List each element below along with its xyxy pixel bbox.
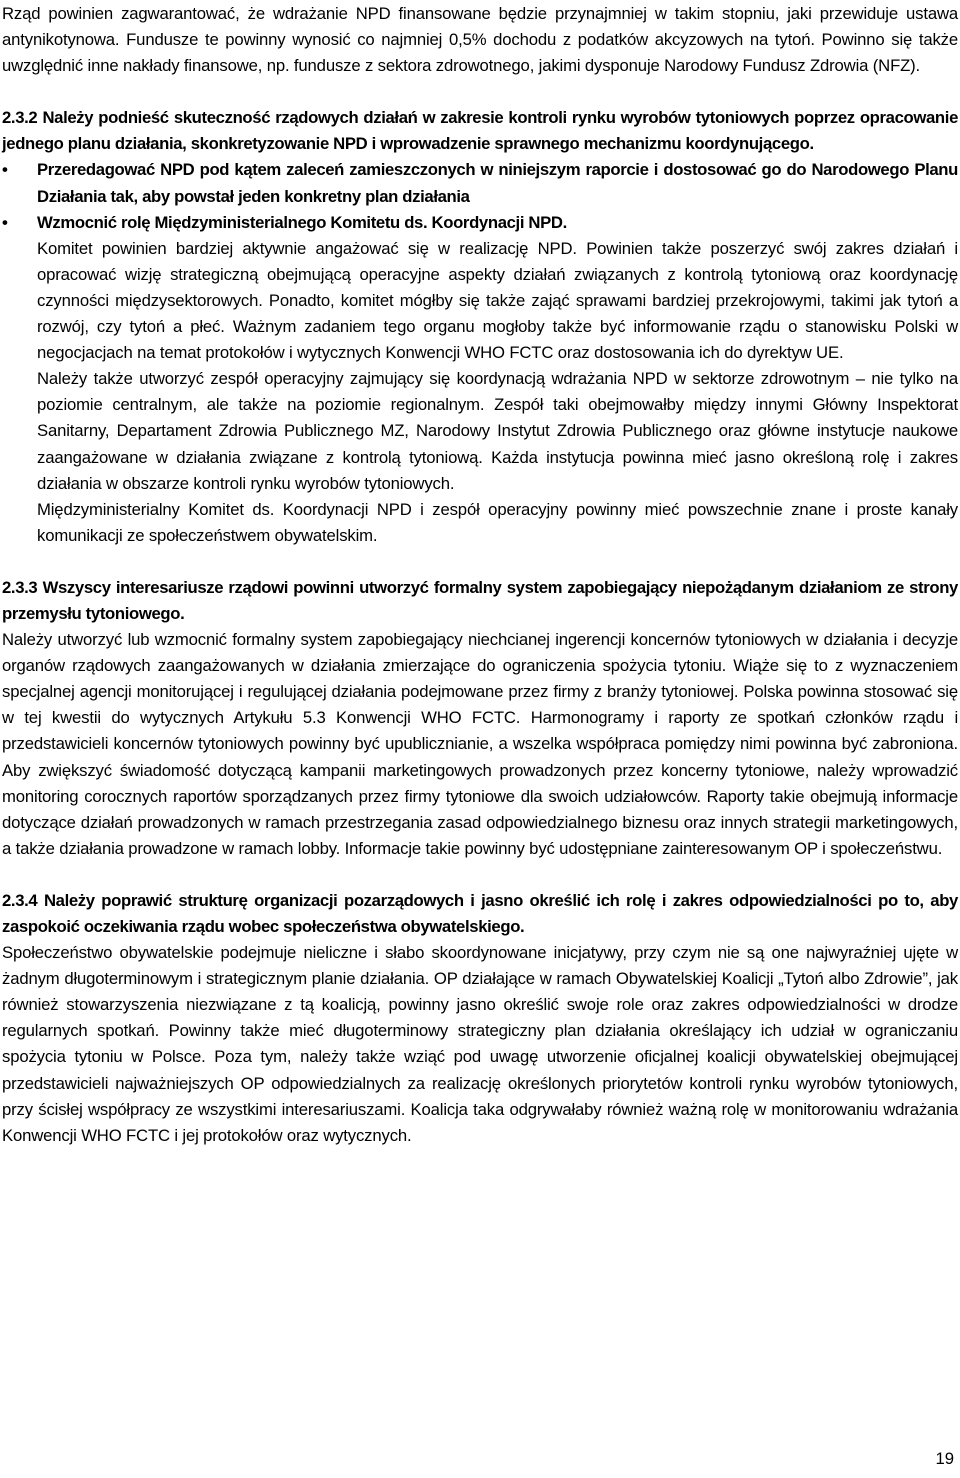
section-heading-2-3-3: 2.3.3 Wszyscy interesariusze rządowi powinni utworzyć formalny system zapobiegający niepożądanym działaniom ze strony przemysłu tytoniowego. xyxy=(2,577,958,623)
intro-paragraph: Rząd powinien zagwarantować, że wdrażanie NPD finansowane będzie przynajmniej w takim stopniu, jaki przewiduje ustawa antynikotynowa. Fundusze te powinny wynosić co najmniej 0,5% dochodu z podatków akcyzowych na tytoń. Powinno się także uwzględnić inne nakłady finansowe, np. fundusze z sektora zdrowotnego, jakimi dysponuje Narodowy Fundusz Zdrowia (NFZ). xyxy=(2,4,958,76)
section-body-2-3-3: Należy utworzyć lub wzmocnić formalny system zapobiegający niechcianej ingerencji koncernów tytoniowych w działania i decyzje organów rządowych zaangażowanych w działania zmierzające do ograniczenia spożycia tytoniu. Wiąże się to z wyznaczeniem specjalnej agencji monitorującej i regulującej działania podejmowane przez firmy z branży tytoniowej. Polska powinna stosować się w tej kwestii do wytycznych Artykułu 5.3 Konwencji WHO FCTC. Harmonogramy i raporty ze spotkań członków rządu i przedstawicieli koncernów tytoniowych powinny być upublicznianie, a wszelka współpraca pomiędzy nimi powinna być zabroniona. Aby zwiększyć świadomość dotyczącą kampanii marketingowych prowadzonych przez koncerny tytoniowe, należy wprowadzić monitoring corocznych raportów sporządzanych przez firmy tytoniowe dla swoich udziałowców. Raporty takie obejmują informacje dotyczące działań prowadzonych w ramach przestrzegania zasad odpowiedzialnego biznesu oraz innych strategii marketingowych, a także działania prowadzone w ramach lobby. Informacje takie powinny być udostępniane zainteresowanym OP i społeczeństwu. xyxy=(2,630,958,858)
committee-paragraph: Komitet powinien bardziej aktywnie angażować się w realizację NPD. Powinien także poszerzyć swój zakres działań i opracować wizję strategiczną obejmującą operacyjne aspekty działań związanych z kontrolą tytoniową oraz koordynację czynności międzysektorowych. Ponadto, komitet mógłby się także zająć sprawami bardziej przekrojowymi, takimi jak tytoń a rozwój, czy tytoń a płeć. Ważnym zadaniem tego organu mogłoby także być informowanie rządu o stanowisku Polski w negocjacjach na temat protokołów i wytycznych Konwencji WHO FCTC oraz dostosowania ich do dyrektyw UE. xyxy=(37,238,958,363)
bullet-item-1 xyxy=(2,157,958,209)
section-body-2-3-4: Społeczeństwo obywatelskie podejmuje nieliczne i słabo skoordynowane inicjatywy, przy czym nie są one najwyraźniej ujęte w żadnym długoterminowym i strategicznym planie działania. OP działające w ramach Obywatelskiej Koalicji „Tytoń albo Zdrowie”, jak również stowarzyszenia niezwiązane z tą koalicją, powinny jasno określić swoje role oraz zakres odpowiedzialności w drodze regularnych spotkań. Powinny także mieć długoterminowy strategiczny plan działania określający ich udział w ograniczaniu spożycia tytoniu w Polsce. Poza tym, należy także wziąć pod uwagę utworzenie oficjalnej koalicji obywatelskiej obejmującej przedstawicieli najważniejszych OP odpowiedzialnych za realizację określonych priorytetów kontroli rynku wyrobów tytoniowych, przy ścisłej współpracy ze wszystkimi interesariuszami. Koalicja taka odgrywałaby również ważną rolę w monitorowaniu wdrażania Konwencji WHO FCTC i jej protokołów oraz wytycznych. xyxy=(2,943,958,1145)
bullet-item-2 xyxy=(2,210,958,236)
section-heading-2-3-4: 2.3.4 Należy poprawić strukturę organizacji pozarządowych i jasno określić ich rolę i zakres odpowiedzialności po to, aby zaspokoić oczekiwania rządu wobec społeczeństwa obywatelskiego. xyxy=(2,890,958,936)
page-number: 19 xyxy=(935,1449,954,1468)
operational-team-paragraph: Należy także utworzyć zespół operacyjny zajmujący się koordynacją wdrażania NPD w sektorze zdrowotnym – nie tylko na poziomie centralnym, ale także na poziomie regionalnym. Zespół taki obejmowałby między innymi Główny Inspektorat Sanitarny, Departament Zdrowia Publicznego MZ, Narodowy Instytut Zdrowia Publicznego oraz główne instytucje naukowe zaangażowane w działania związane z kontrolą tytoniową. Każda instytucja powinna mieć jasno określoną rolę i zakres działania w obszarze kontroli rynku wyrobów tytoniowych. xyxy=(37,369,958,493)
section-heading-2-3-2: 2.3.2 Należy podnieść skuteczność rządowych działań w zakresie kontroli rynku wyrobów tytoniowych poprzez opracowanie jednego planu działania, skonkretyzowanie NPD i wprowadzenie sprawnego mechanizmu koordynującego. xyxy=(2,108,958,154)
communication-paragraph: Międzyministerialny Komitet ds. Koordynacji NPD i zespół operacyjny powinny mieć powszechnie znane i proste kanały komunikacji ze społeczeństwem obywatelskim. xyxy=(37,499,958,545)
bullet-text-2: Wzmocnić rolę Międzyministerialnego Komitetu ds. Koordynacji NPD. xyxy=(37,212,567,232)
bullet-icon: • xyxy=(2,160,8,180)
document-body xyxy=(2,1,958,1149)
bullet-icon: • xyxy=(2,212,8,232)
bullet-text-1: Przeredagować NPD pod kątem zaleceń zamieszczonych w niniejszym raporcie i dostosować go do Narodowego Planu Działania tak, aby powstał jeden konkretny plan działania xyxy=(37,160,958,206)
